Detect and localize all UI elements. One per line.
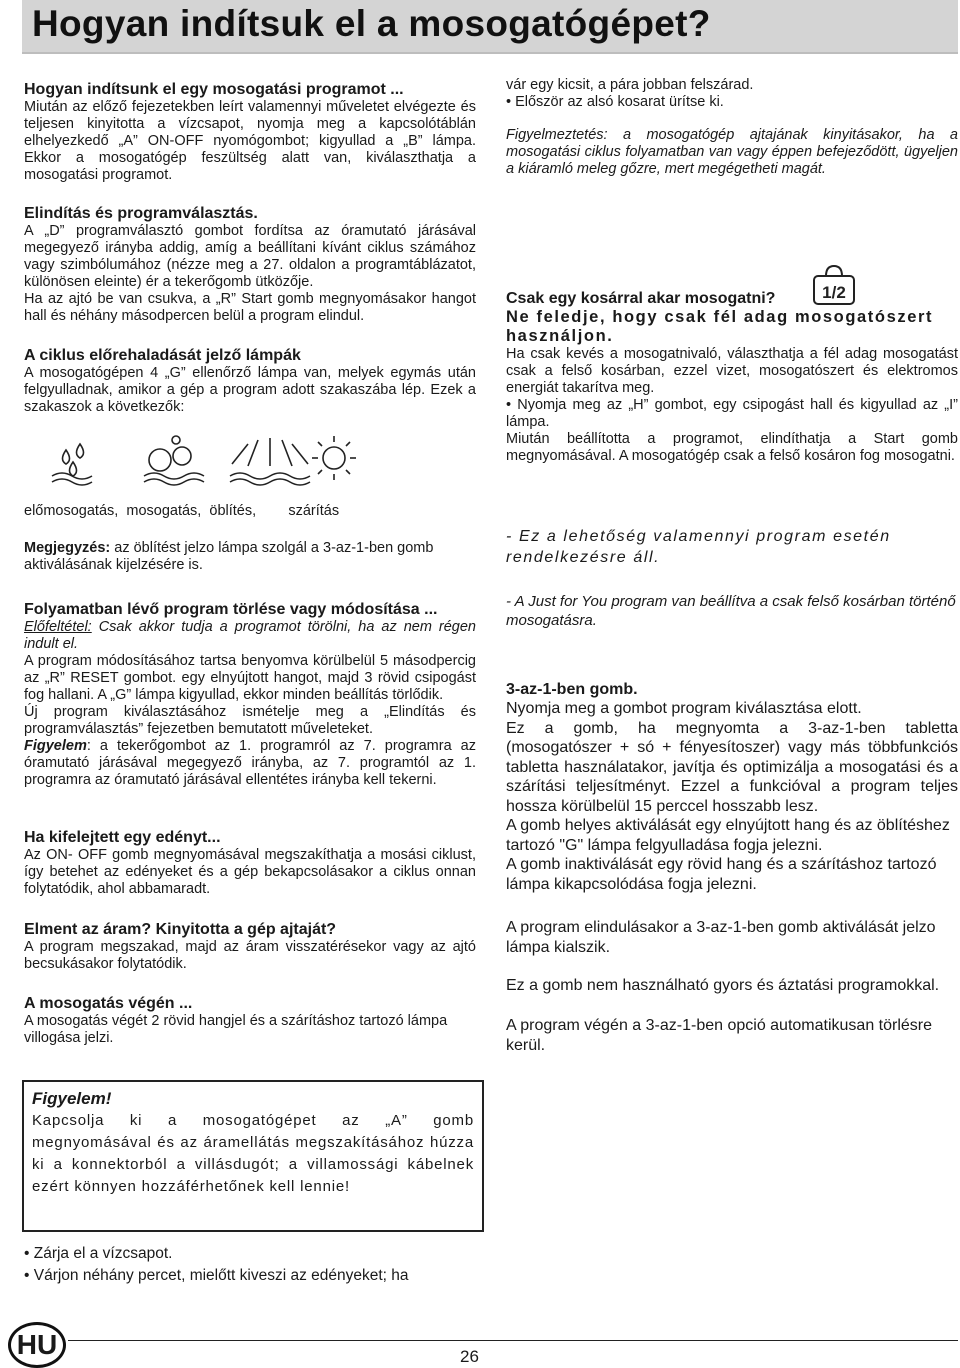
section-heading: Hogyan indítsunk el egy mosogatási programot ... (24, 81, 404, 98)
section-text: A gomb helyes aktiválását egy elnyújtott hang és az öblítéshez tartozó "G" lámpa felgyulladása fogja jelezni. (506, 817, 950, 854)
section-text: Miután az előző fejezetekben leírt valamennyi műveletet elvégezte és teljesen kinyitotta a vízcsapot, nyomja meg a kapcsolótáblán elhelyezkedő „A” ON-OFF nyomógombot; kigyullad a „B” lámpa. Ekkor a mosogatógép feszültség alatt van, kiválaszthatja a mosogatási programot. (24, 99, 476, 183)
lamp-off-note: A program elindulásakor a 3-az-1-ben gomb aktiválását jelzo lámpa kialszik. (506, 919, 936, 956)
section-power-outage (24, 920, 476, 973)
half-icon-text: 1/2 (822, 283, 846, 302)
section-text: Új program kiválasztásához ismételje meg a „Elindítás és programválasztás” fejezetben bemutatott műveleteket. (24, 704, 476, 737)
section-text: Ez a gomb, ha megnyomta a 3-az-1-ben tabletta (mosogatószer + só + fényesítoszer) vagy más többfunkciós tabletta használatakor, javítja és optimizálja a mosogatási és a szárítási teljesítményt. Ezzel a funkcióval a program teljes hossza körülbelül 15 perccel hosszabb lesz. (506, 719, 958, 815)
quick-program-note: Ez a gomb nem használható gyors és áztatási programokkal. (506, 977, 940, 994)
precondition-text: Csak akkor tudja a programot törölni, ha az nem régen indult el. (24, 619, 476, 652)
section-text: Ha csak kevés a mosogatnivaló, választhatja a fél adag mosogatást csak a felső kosárban, ezzel vizet, mosogatószert és elektromos energiát takarítva meg. (506, 346, 958, 396)
phases-label: előmosogatás, mosogatás, öblítés, szárítás (24, 503, 340, 519)
language-badge: HU (8, 1322, 66, 1368)
note-label: Megjegyzés: (24, 540, 111, 556)
rinse-icon (230, 438, 310, 485)
section-subheading: Ne feledje, hogy csak fél adag mosogatószert használjon. (506, 308, 934, 345)
section-start-program (24, 80, 476, 184)
section-heading: Ha kifelejtett egy edényt... (24, 829, 221, 846)
section-heading: Elindítás és programválasztás. (24, 205, 258, 222)
section-text: A program megszakad, majd az áram visszatérésekor vagy az ajtó becsukásakor folytatódik. (24, 939, 476, 972)
section-heading: A ciklus előrehaladását jelző lámpák (24, 347, 301, 364)
section-cycle-lamps (24, 346, 476, 416)
wash-icon (144, 436, 204, 485)
warning-label: Figyelmeztetés: (506, 127, 608, 143)
section-text: Miután beállította a programot, elindíthatja a Start gomb megnyomásával. A mosogatógép csak a felső kosáron fog mosogatni. (506, 431, 958, 464)
warning-text: : a tekerőgombot az 1. programról az 7. programra az óramutató járásával megegyező irányba, az 7. programtól az 1. programra az óramutató járásával ellentétes irányba kell tekerni. (24, 738, 476, 788)
section-text: vár egy kicsit, a pára jobban felszárad. (506, 77, 754, 93)
section-3in1 (506, 680, 958, 894)
section-end-of-wash (24, 994, 476, 1047)
page-number: 26 (460, 1347, 479, 1366)
note (24, 540, 476, 574)
just-for-you-note: - A Just for You program van beállítva a csak felső kosárban történő mosogatásra. (506, 593, 956, 629)
section-text: A gomb inaktiválását egy rövid hang és a szárításhoz tartozó lámpa kikapcsolódása fogja jelezni. (506, 856, 937, 893)
section-text: Ha az ajtó be van csukva, a „R” Start gomb megnyomásakor hangot hall és néhány másodpercen belül a program elindul. (24, 291, 476, 324)
bullet-item: • Zárja el a vízcsapot. (24, 1245, 173, 1262)
note-text: az öblítést jelzo lámpa szolgál a 3-az-1-ben gomb aktiválásának kijelzésére is. (24, 540, 434, 573)
dry-icon (312, 436, 356, 480)
section-heading: A mosogatás végén ... (24, 995, 193, 1012)
section-heading: Folyamatban lévő program törlése vagy módosítása ... (24, 601, 438, 618)
section-one-basket (506, 289, 958, 465)
section-text: Az ON- OFF gomb megnyomásával megszakíthatja a mosási ciklust, így betehet az edényeket és a gép bekapcsolásakor a ciklus onnan folytatódik, ahol abbamaradt. (24, 847, 476, 897)
section-heading: Elment az áram? Kinyitotta a gép ajtaját? (24, 921, 337, 938)
warning-box-text: Kapcsolja ki a mosogatógépet az „A” gomb megnyomásával és az áramellátás megszakításához húzza ki a konnektorból a villásdugót; a villamossági kábelnek ezért könnyen hozzáférhetőnek kell lennie! (32, 1112, 474, 1195)
bullet-item: • Nyomja meg az „H” gombot, egy csipogást hall és kigyullad az „I” lámpa. (506, 397, 958, 430)
section-text: Nyomja meg a gombot program kiválasztása elott. (506, 700, 862, 717)
warning-box (22, 1080, 484, 1232)
section-cancel-program (24, 600, 476, 789)
warning-text: a mosogatógép ajtajának kinyitásakor, ha a mosogatási ciklus folyamatban van vagy éppen befejeződött, ügyeljen a kiáramló meleg gőzre, mert megégetheti magát. (506, 127, 958, 177)
section-unload (506, 77, 958, 178)
auto-clear-note: A program végén a 3-az-1-ben opció automatikusan törlésre kerül. (506, 1017, 933, 1054)
section-text: A „D” programválasztó gombot fordítsa az óramutató járásával megegyező irányba addig, amíg a beállítani kívánt ciklus számához vagy szimbólumához (nézze meg a 27. oldalon a programtáblázatot, különösen eleinte) ér a tekerőgomb ütközője. (24, 223, 476, 290)
page-title: Hogyan indítsuk el a mosogatógépet? (32, 3, 711, 44)
phase-icons (44, 432, 364, 490)
section-heading: Csak egy kosárral akar mosogatni? (506, 290, 776, 307)
bullet-item: • Várjon néhány percet, mielőtt kiveszi az edényeket; ha (24, 1267, 409, 1284)
section-program-selection (24, 204, 476, 325)
warning-box-heading: Figyelem! (32, 1089, 112, 1108)
warning-label: Figyelem (24, 738, 87, 754)
bullet-item: • Először az alsó kosarat ürítse ki. (506, 94, 724, 110)
footer-divider (68, 1340, 958, 1341)
section-text: A mosogatás végét 2 rövid hangjel és a szárításhoz tartozó lámpa villogása jelzi. (24, 1013, 448, 1046)
prewash-icon (52, 444, 92, 485)
section-text: A mosogatógépen 4 „G” ellenőrző lámpa van, melyek egymás után felgyulladnak, amikor a gép a program adott szakaszába lép. Ezek a szakaszok a következők: (24, 365, 476, 415)
bottom-list (24, 1243, 484, 1287)
option-note: - Ez a lehetőség valamennyi program esetén rendelkezésre áll. (506, 528, 891, 566)
precondition-label: Előfeltétel: (24, 619, 92, 635)
section-heading: 3-az-1-ben gomb. (506, 681, 638, 698)
section-forgot-dish (24, 828, 476, 898)
section-text: A program módosításához tartsa benyomva körülbelül 5 másodpercig az „R” RESET gombot. egy elnyújtott hangot, majd 3 rövid csipogást fog hallani. A „G” lámpa kigyullad, ekkor minden beállítás törlődik. (24, 653, 476, 703)
